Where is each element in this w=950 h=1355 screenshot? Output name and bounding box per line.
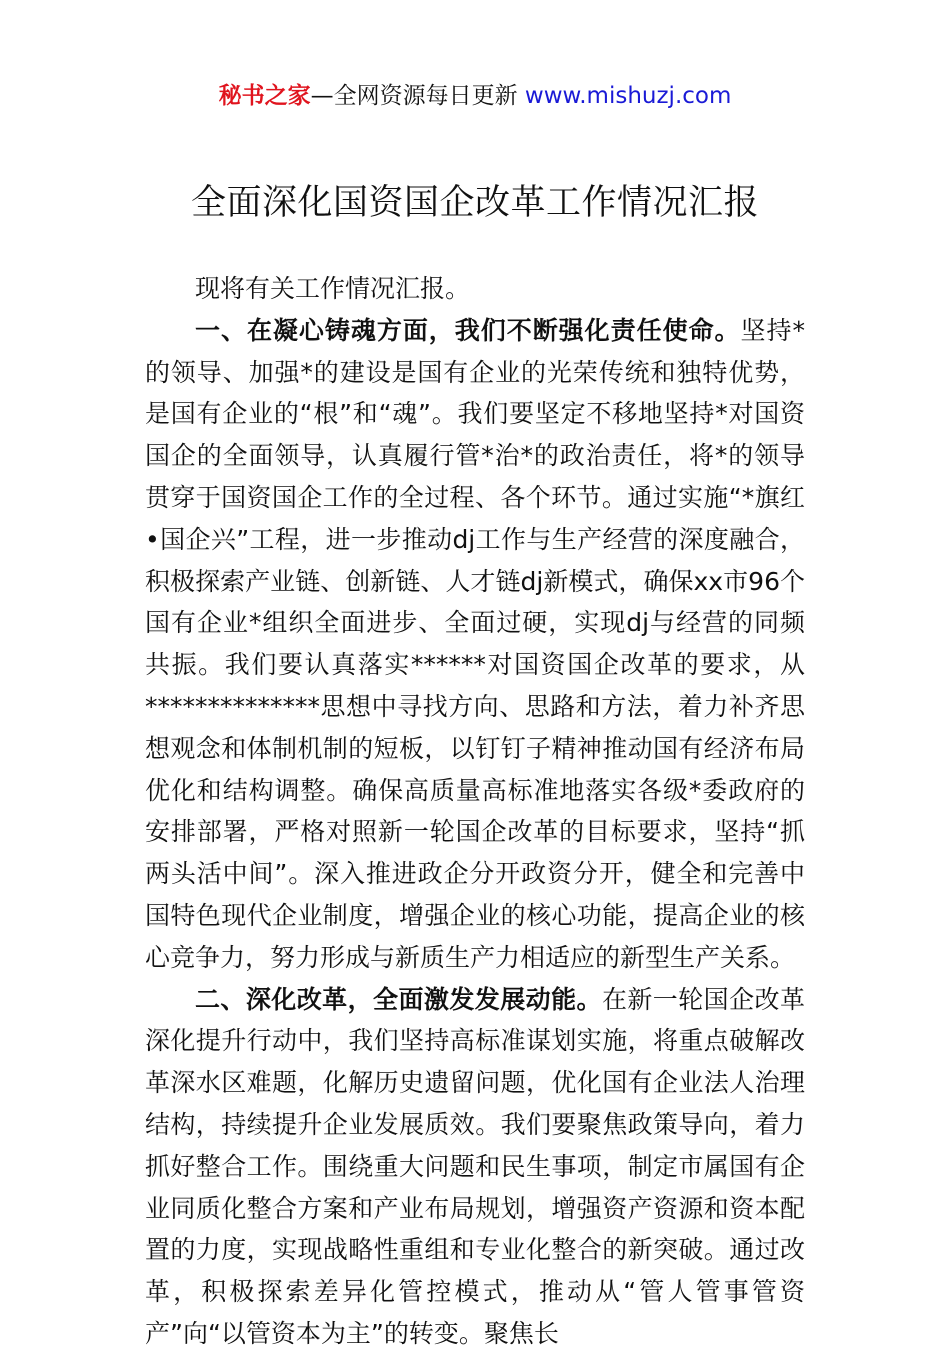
section-1-lead: 一、在凝心铸魂方面，我们不断强化责任使命。 bbox=[195, 315, 741, 345]
section-1-paragraph bbox=[145, 310, 805, 979]
section-1-text: 坚持*的领导、加强*的建设是国有企业的光荣传统和独特优势，是国有企业的“根”和“魂”。我们要坚定不移地坚持*对国资国企的全面领导，认真履行管*治*的政治责任，将*的领导贯穿于国资国企工作的全过程、各个环节。通过实施“*旗红•国企兴”工程，进一步推动dj工作与生产经营的深度融合，积极探索产业链、创新链、人才链dj新模式，确保xx市96个国有企业*组织全面进步、全面过硬，实现dj与经营的同频共振。我们要认真落实******对国资国企改革的要求，从**************思想中寻找方向、思路和方法，着力补齐思想观念和体制机制的短板，以钉钉子精神推动国有经济布局优化和结构调整。确保高质量高标准地落实各级*委政府的安排部署，严格对照新一轮国企改革的目标要求，坚持“抓两头活中间”。深入推进政企分开政资分开，健全和完善中国特色现代企业制度，增强企业的核心功能，提高企业的核心竞争力，努力形成与新质生产力相适应的新型生产关系。 bbox=[145, 315, 805, 972]
site-tagline: —全网资源每日更新 bbox=[310, 83, 525, 109]
site-url-link[interactable]: www.mishuzj.com bbox=[524, 83, 732, 109]
intro-paragraph: 现将有关工作情况汇报。 bbox=[195, 274, 471, 303]
site-header bbox=[0, 80, 950, 112]
section-2-lead: 二、深化改革，全面激发发展动能。 bbox=[195, 984, 602, 1014]
section-2-paragraph bbox=[145, 979, 805, 1355]
document-title: 全面深化国资国企改革工作情况汇报 bbox=[190, 183, 759, 223]
section-2-text: 在新一轮国企改革深化提升行动中，我们坚持高标准谋划实施，将重点破解改革深水区难题，化解历史遗留问题，优化国有企业法人治理结构，持续提升企业发展质效。我们要聚焦政策导向，着力抓好整合工作。围绕重大问题和民生事项，制定市属国有企业同质化整合方案和产业布局规划，增强资产资源和资本配置的力度，实现战略性重组和专业化整合的新突破。通过改革，积极探索差异化管控模式，推动从“管人管事管资产”向“以管资本为主”的转变。聚焦长 bbox=[145, 984, 805, 1348]
site-brand: 秘书之家 bbox=[218, 83, 311, 109]
document-body bbox=[145, 268, 805, 1355]
